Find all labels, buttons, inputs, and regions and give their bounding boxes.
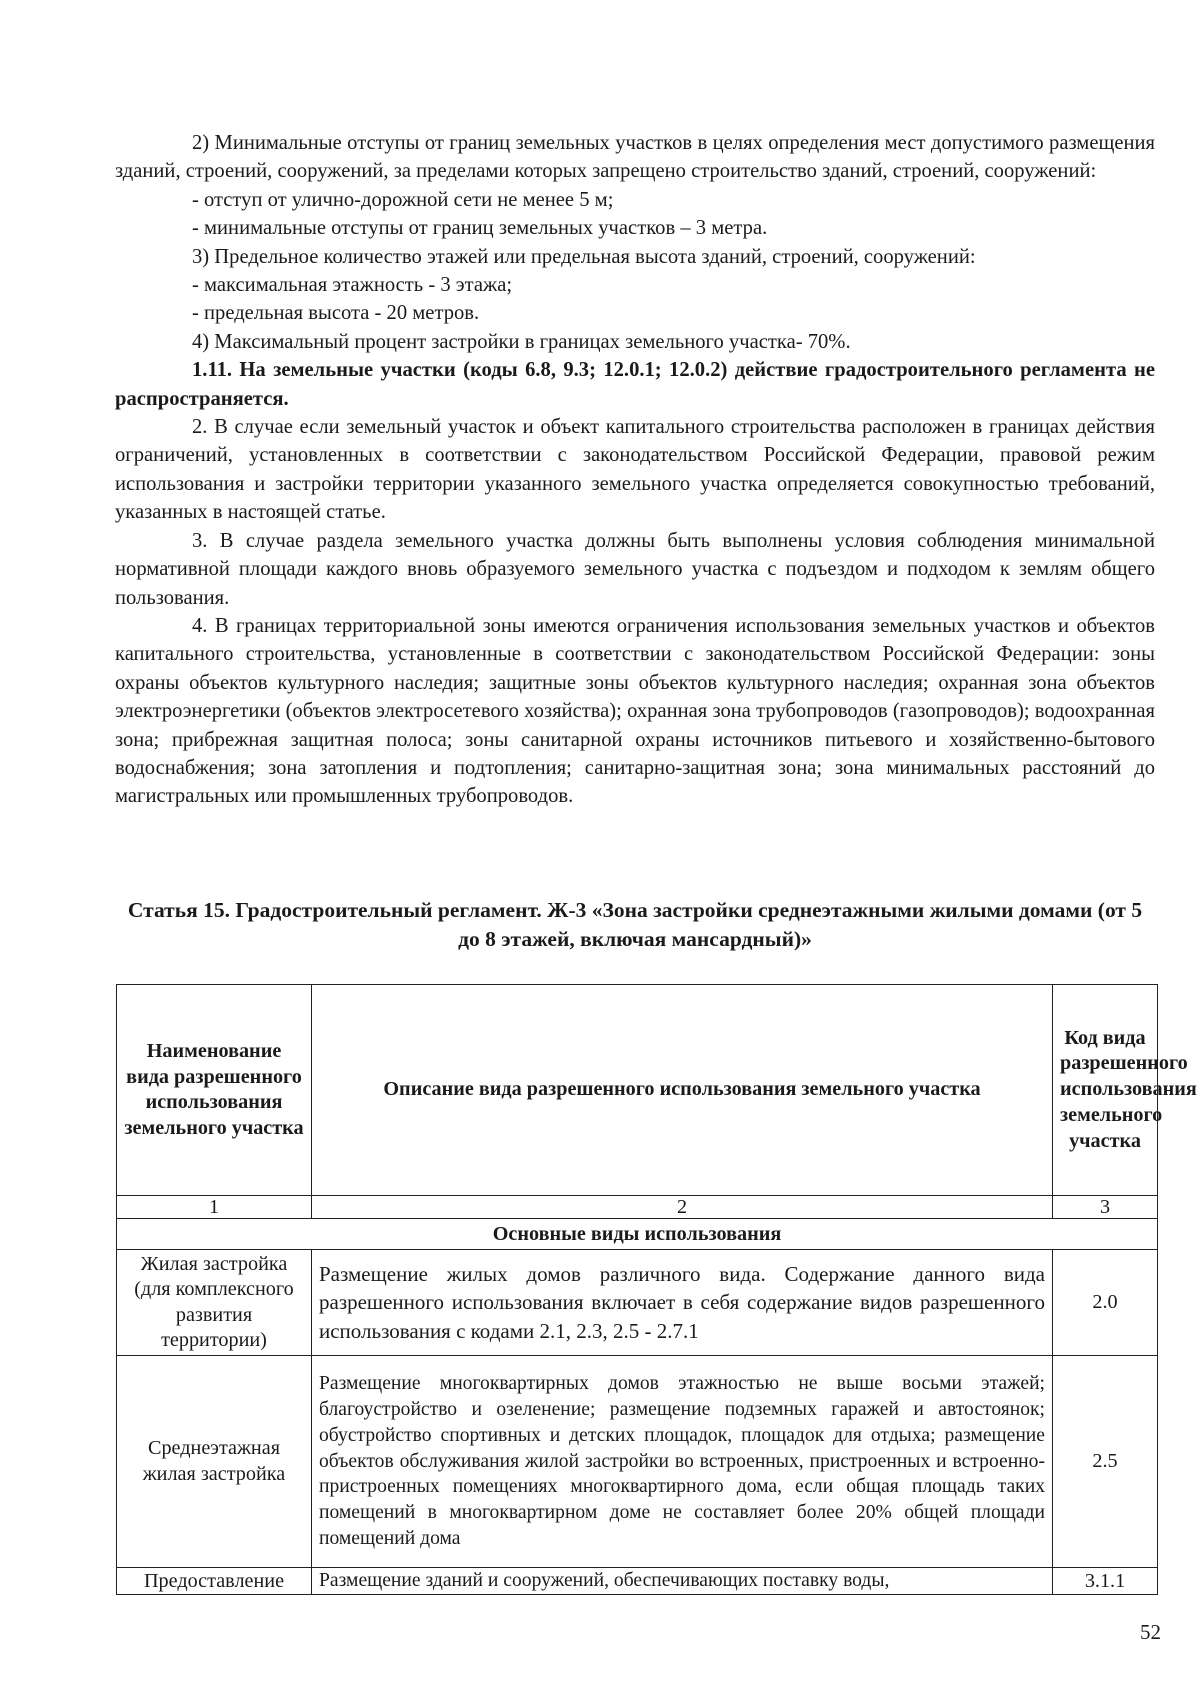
use-description: Размещение зданий и сооружений, обеспечивающих поставку воды,: [312, 1568, 1053, 1595]
body-text: [115, 129, 1155, 811]
paragraph-setbacks: 2) Минимальные отступы от границ земельных участков в целях определения мест допустимого размещения зданий, строений, сооружений, за пределами которых запрещено строительство зданий, строений, сооружений:: [115, 132, 1155, 183]
table-row: [117, 1356, 1158, 1568]
paragraph-setback-boundaries: - минимальные отступы от границ земельных участков – 3 метра.: [192, 217, 768, 240]
paragraph-3: 3. В случае раздела земельного участка должны быть выполнены условия соблюдения минимальной нормативной площади каждого вновь образуемого земельного участка с подъездом и подходом к землям общего пользования.: [115, 529, 1155, 609]
use-name: Жилая застройка (для комплексного развития территории): [117, 1250, 312, 1356]
use-name: Среднеэтажная жилая застройка: [117, 1356, 312, 1568]
header-description: Описание вида разрешенного использования земельного участка: [312, 985, 1053, 1196]
use-description: Размещение жилых домов различного вида. Содержание данного вида разрешенного использования включает в себя содержание видов разрешенного использования с кодами 2.1, 2.3, 2.5 - 2.7.1: [312, 1250, 1053, 1356]
paragraph-max-floors: - максимальная этажность - 3 этажа;: [192, 274, 513, 297]
permitted-use-table: [116, 984, 1197, 1595]
column-number: 1: [117, 1196, 312, 1219]
table-row: [117, 1568, 1158, 1595]
table-row: [117, 1250, 1158, 1356]
column-number: 2: [312, 1196, 1053, 1219]
article-title: Статья 15. Градостроительный регламент. Ж-3 «Зона застройки среднеэтажными жилыми домами (от 5 до 8 этажей, включая мансардный)»: [127, 898, 1143, 951]
column-number: 3: [1053, 1196, 1158, 1219]
section-title: Основные виды использования: [117, 1219, 1158, 1250]
paragraph-max-height: - предельная высота - 20 метров.: [192, 302, 480, 325]
paragraph-build-percent: 4) Максимальный процент застройки в границах земельного участка- 70%.: [192, 330, 851, 353]
use-code: 3.1.1: [1053, 1568, 1158, 1595]
paragraph-setback-road: - отступ от улично-дорожной сети не менее 5 м;: [192, 188, 614, 211]
paragraph-floors: 3) Предельное количество этажей или предельная высота зданий, строений, сооружений:: [192, 245, 976, 268]
section-row: [117, 1219, 1158, 1250]
table-header-row: [117, 985, 1158, 1196]
use-code: 2.0: [1053, 1250, 1158, 1356]
use-description: Размещение многоквартирных домов этажностью не выше восьми этажей; благоустройство и озеленение; размещение подземных гаражей и автостоянок; обустройство спортивных и детских площадок, площадок для отдыха; размещение объектов обслуживания жилой застройки во встроенных, пристроенных и встроенно-пристроенных помещениях многоквартирного дома, если общая площадь таких помещений в многоквартирном доме не составляет более 20% общей площади помещений дома: [312, 1356, 1053, 1568]
use-name: Предоставление: [117, 1568, 312, 1595]
page-number: 52: [1140, 1620, 1161, 1644]
column-number-row: [117, 1196, 1158, 1219]
paragraph-1-11-text: 1.11. На земельные участки (коды 6.8, 9.3; 12.0.1; 12.0.2) действие градостроительного регламента не распространяется.: [115, 359, 1155, 410]
paragraph-2: 2. В случае если земельный участок и объект капитального строительства расположен в границах действия ограничений, установленных в соответствии с законодательством Российской Федерации, правовой режим использования и застройки территории указанного земельного участка определяется совокупностью требований, указанных в настоящей статье.: [115, 416, 1155, 524]
use-code: 2.5: [1053, 1356, 1158, 1568]
header-name: Наименование вида разрешенного использования земельного участка: [117, 985, 312, 1196]
header-code: Код вида разрешенного использования земельного участка: [1053, 985, 1158, 1196]
paragraph-4: 4. В границах территориальной зоны имеются ограничения использования земельных участков и объектов капитального строительства, установленные в соответствии с законодательством Российской Федерации: зоны охраны объектов культурного наследия; защитные зоны объектов культурного наследия; охранная зона объектов электроэнергетики (объектов электросетевого хозяйства); охранная зона трубопроводов (газопроводов); водоохранная зона; прибрежная защитная полоса; зоны санитарной охраны источников питьевого и хозяйственно-бытового водоснабжения; зона затопления и подтопления; санитарно-защитная зона; зона минимальных расстояний до магистральных или промышленных трубопроводов.: [115, 614, 1155, 808]
paragraph-1-11-bold: [115, 356, 1155, 413]
